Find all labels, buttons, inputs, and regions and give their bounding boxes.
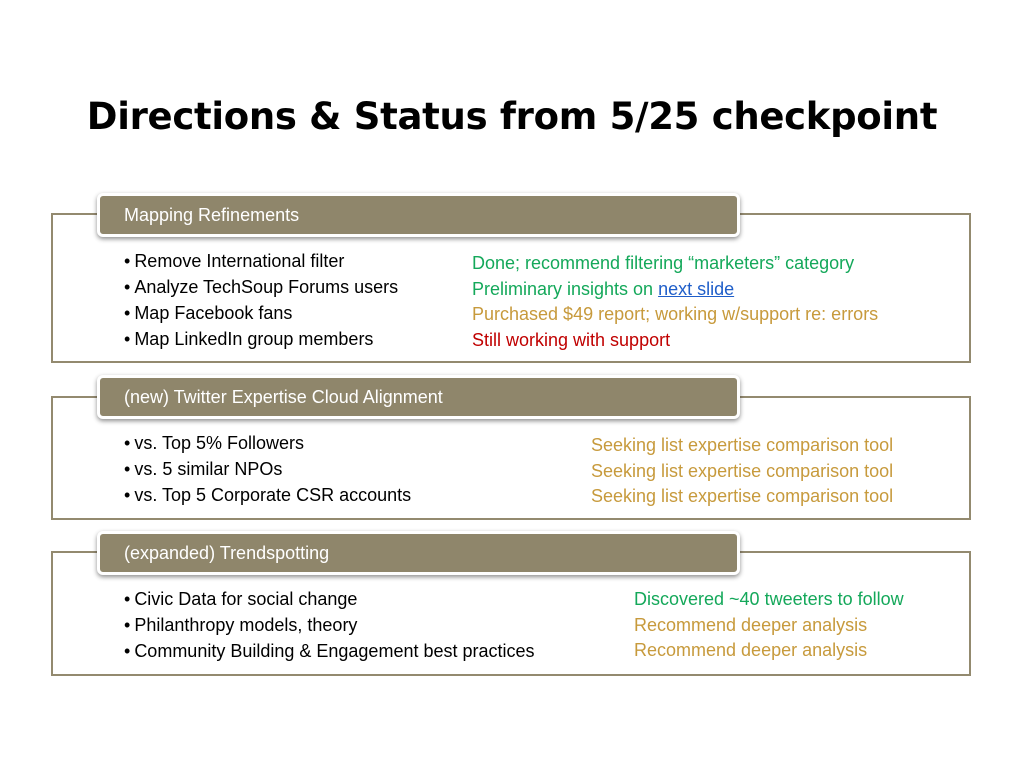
status-item <box>591 459 893 485</box>
task-item <box>124 456 411 482</box>
status-text: Preliminary insights on <box>472 278 659 299</box>
task-label: vs. Top 5 Corporate CSR accounts <box>134 485 412 505</box>
task-item <box>124 638 535 664</box>
status-item <box>591 433 893 459</box>
task-label: vs. Top 5% Followers <box>134 433 305 453</box>
status-text: Seeking list expertise comparison tool <box>591 435 894 455</box>
status-text: Still working with support <box>472 329 671 350</box>
task-item <box>124 248 398 274</box>
status-text: Seeking list expertise comparison tool <box>591 486 894 506</box>
status-item <box>634 638 904 664</box>
status-list-twitter <box>591 433 893 510</box>
status-item <box>634 613 904 639</box>
status-item <box>634 587 904 613</box>
status-item <box>472 251 878 277</box>
status-list-mapping <box>472 251 878 353</box>
task-list-mapping <box>124 248 398 352</box>
status-item <box>472 302 878 328</box>
status-text: Discovered ~40 tweeters to follow <box>634 589 904 609</box>
section-header-trendspotting: (expanded) Trendspotting <box>97 531 740 575</box>
task-list-trendspotting <box>124 586 535 664</box>
task-item <box>124 612 535 638</box>
task-item <box>124 300 398 326</box>
task-list-twitter <box>124 430 411 508</box>
status-text: Purchased $49 report; working w/support re: errors <box>472 304 879 324</box>
task-label: Community Building & Engagement best practices <box>134 641 535 661</box>
task-label: Remove International filter <box>134 251 345 271</box>
task-item <box>124 430 411 456</box>
section-header-mapping: Mapping Refinements <box>97 193 740 237</box>
task-item <box>124 586 535 612</box>
status-text: Recommend deeper analysis <box>634 640 868 660</box>
status-text: Recommend deeper analysis <box>634 614 868 635</box>
status-list-trendspotting <box>634 587 904 664</box>
status-item <box>591 484 893 510</box>
slide-title: Directions & Status from 5/25 checkpoint <box>86 94 938 138</box>
task-label: Philanthropy models, theory <box>134 615 358 635</box>
task-item <box>124 326 398 352</box>
section-header-twitter: (new) Twitter Expertise Cloud Alignment <box>97 375 740 419</box>
status-item <box>472 328 878 354</box>
task-label: Analyze TechSoup Forums users <box>134 277 399 297</box>
task-label: Map LinkedIn group members <box>134 329 374 349</box>
status-text: Seeking list expertise comparison tool <box>591 460 894 481</box>
task-label: Civic Data for social change <box>134 589 358 609</box>
status-item <box>472 277 878 303</box>
status-text: Done; recommend filtering “marketers” category <box>472 253 855 273</box>
next-slide-link[interactable]: next slide <box>658 278 735 299</box>
task-item <box>124 274 398 300</box>
task-label: vs. 5 similar NPOs <box>134 459 283 479</box>
task-label: Map Facebook fans <box>134 303 293 323</box>
task-item <box>124 482 411 508</box>
